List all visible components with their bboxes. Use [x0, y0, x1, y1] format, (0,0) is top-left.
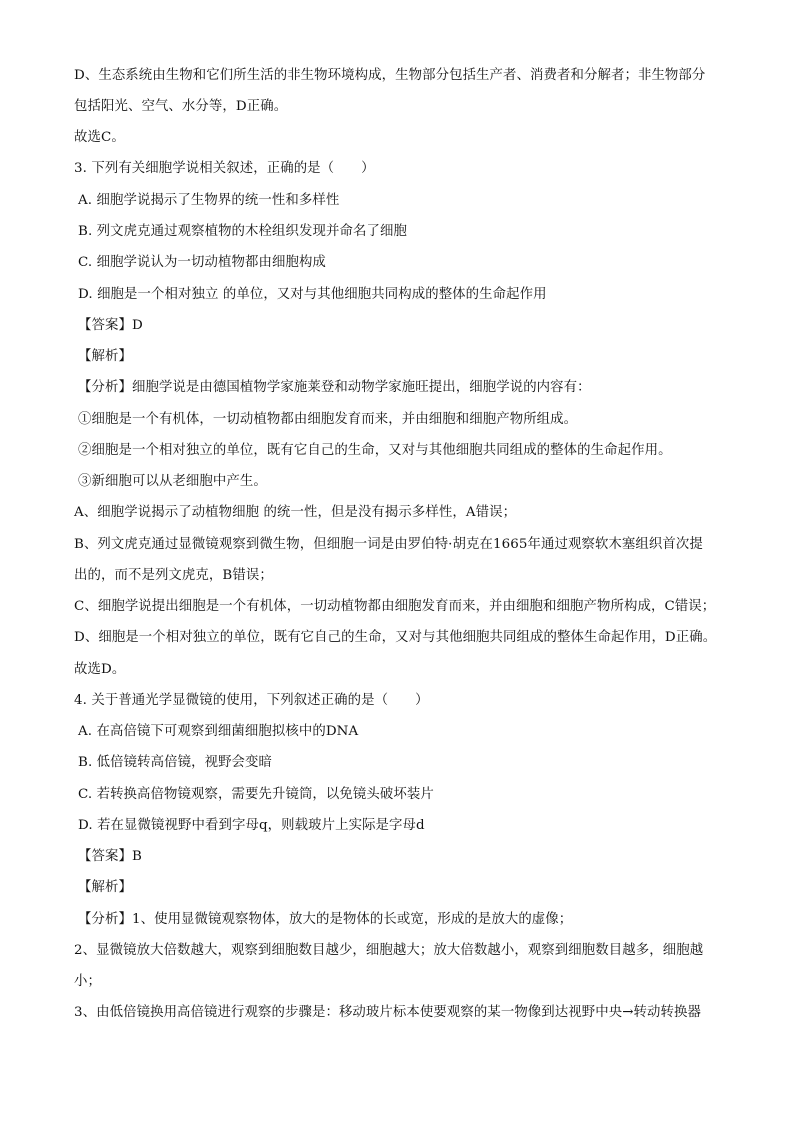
option-b: B. 低倍镜转高倍镜，视野会变暗 — [78, 755, 273, 770]
analysis-label: 【解析】 — [78, 349, 132, 364]
text-line: 包括阳光、空气、水分等，D正确。 — [74, 99, 288, 114]
text-line: ②细胞是一个相对独立的单位，既有它自己的生命，又对与其他细胞共同组成的整体的生命起作用。 — [78, 443, 672, 458]
text-line: A、细胞学说揭示了动植物细胞 的统一性，但是没有揭示多样性，A错误； — [74, 505, 517, 520]
text-line: 3、由低倍镜换用高倍镜进行观察的步骤是：移动玻片标本使要观察的某一物像到达视野中央→转动转换器 — [74, 1005, 702, 1020]
question-4-stem: 4. 关于普通光学显微镜的使用，下列叙述正确的是（ ） — [74, 693, 429, 708]
text-line: 小； — [74, 974, 101, 989]
text-line: D、细胞是一个相对独立的单位，既有它自己的生命，又对与其他细胞共同组成的整体生命起作用，D正确。 — [74, 630, 717, 645]
option-d: D. 若在显微镜视野中看到字母q，则载玻片上实际是字母d — [78, 818, 425, 833]
text-line: 【分析】1、使用显微镜观察物体，放大的是物体的长或宽，形成的是放大的虚像； — [78, 912, 573, 927]
text-line: ①细胞是一个有机体，一切动植物都由细胞发育而来，并由细胞和细胞产物所组成。 — [78, 412, 578, 427]
text-line: 故选D。 — [74, 662, 126, 677]
answer-label: 【答案】D — [78, 318, 143, 333]
text-line: D、生态系统由生物和它们所生活的非生物环境构成，生物部分包括生产者、消费者和分解者；非生物部分 — [74, 68, 706, 83]
option-c: C. 若转换高倍物镜观察，需要先升镜筒，以免镜头破坏装片 — [78, 787, 434, 802]
option-a: A. 细胞学说揭示了生物界的统一性和多样性 — [78, 193, 340, 208]
question-3-stem: 3. 下列有关细胞学说相关叙述，正确的是（ ） — [74, 161, 375, 176]
option-c: C. 细胞学说认为一切动植物都由细胞构成 — [78, 255, 326, 270]
analysis-label: 【解析】 — [78, 880, 132, 895]
text-line: B、列文虎克通过显微镜观察到微生物，但细胞一词是由罗伯特·胡克在1665年通过观察软木塞组织首次提 — [74, 537, 703, 552]
option-d: D. 细胞是一个相对独立 的单位，又对与其他细胞共同构成的整体的生命起作用 — [78, 287, 547, 302]
text-line: 出的，而不是列文虎克，B错误； — [74, 568, 273, 583]
answer-label: 【答案】B — [78, 849, 142, 864]
text-line: 2、显微镜放大倍数越大，观察到细胞数目越少，细胞越大；放大倍数越小，观察到细胞数目越多，细胞越 — [74, 943, 704, 958]
text-line: 【分析】细胞学说是由德国植物学家施莱登和动物学家施旺提出，细胞学说的内容有： — [78, 380, 591, 395]
text-line: C、细胞学说提出细胞是一个有机体，一切动植物都由细胞发育而来，并由细胞和细胞产物所构成，C错误； — [74, 599, 716, 614]
option-b: B. 列文虎克通过观察植物的木栓组织发现并命名了细胞 — [78, 224, 407, 239]
option-a: A. 在高倍镜下可观察到细菌细胞拟核中的DNA — [78, 724, 359, 739]
text-line: ③新细胞可以从老细胞中产生。 — [78, 474, 267, 489]
text-line: 故选C。 — [74, 130, 125, 145]
